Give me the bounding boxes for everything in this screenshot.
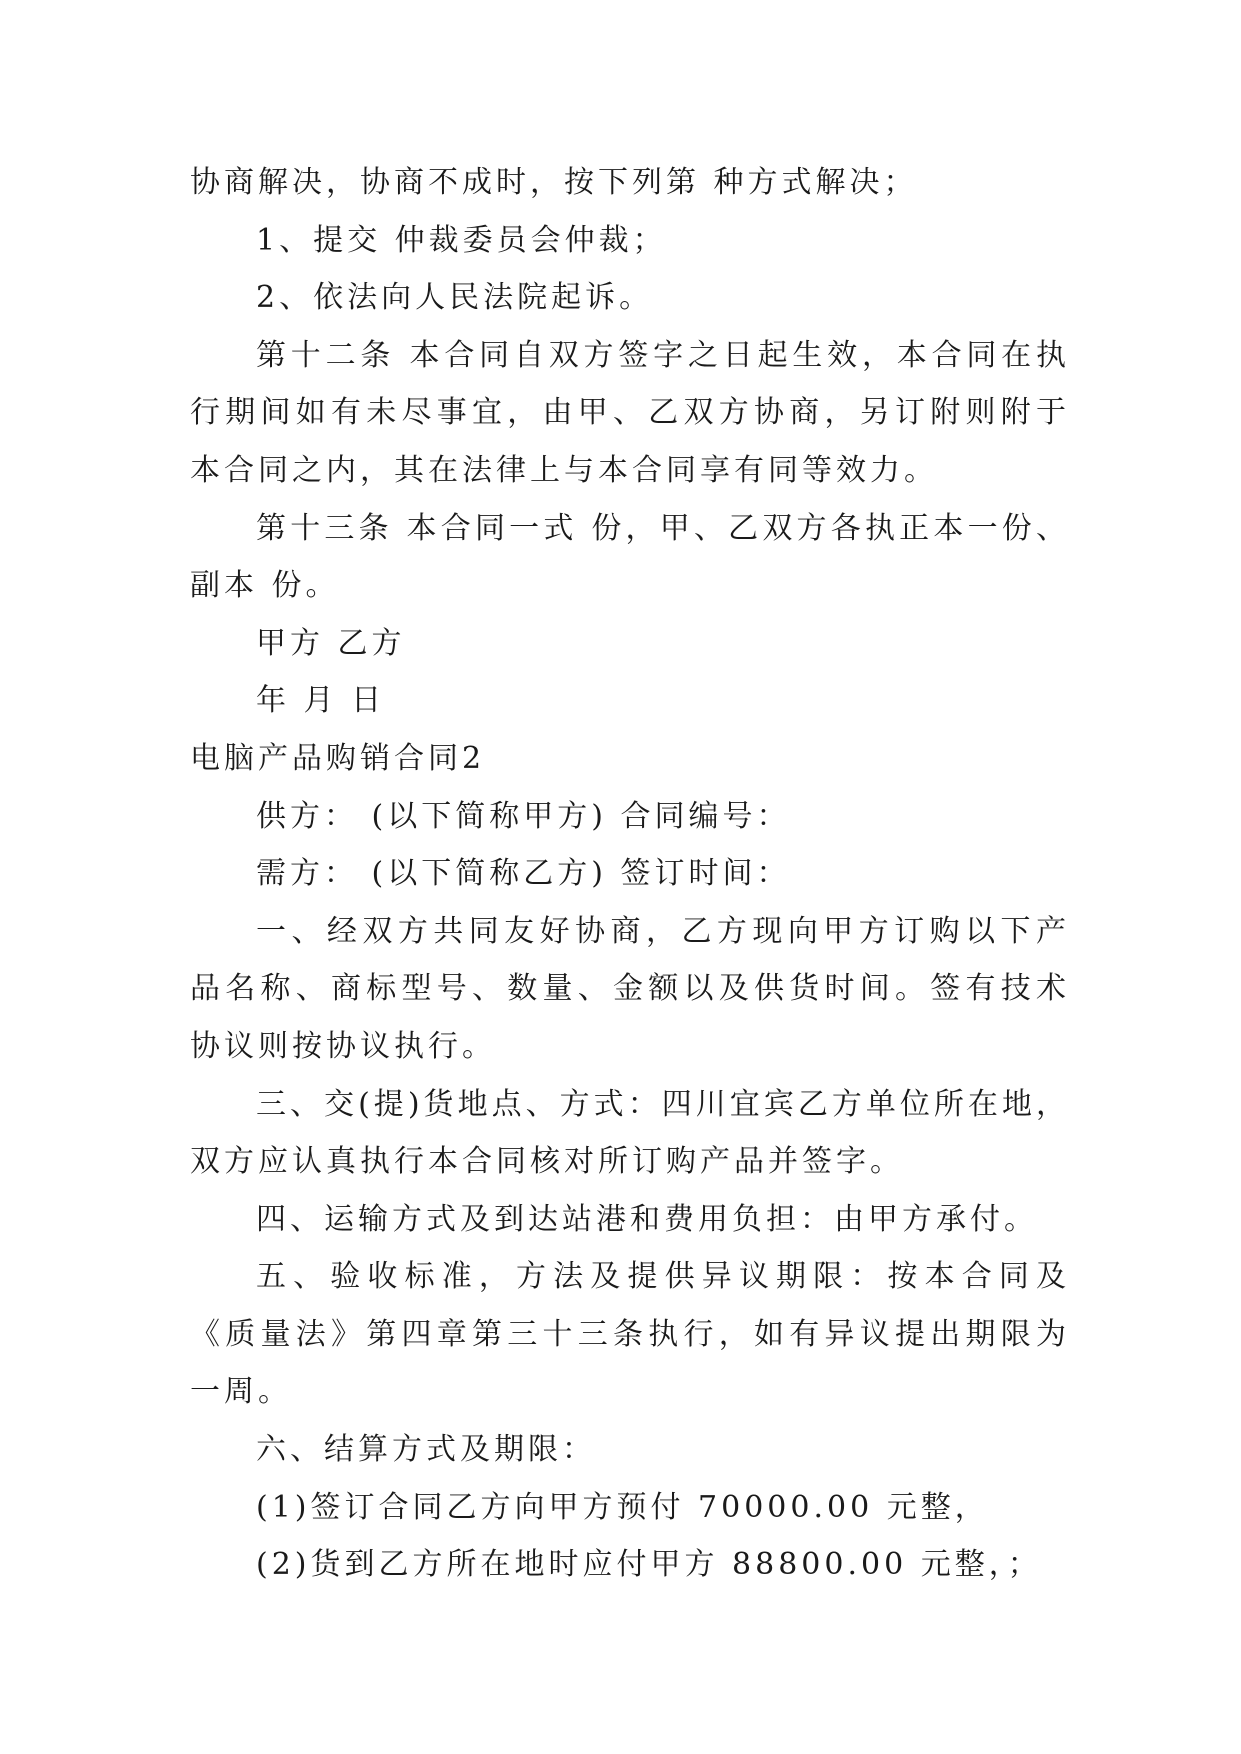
paragraph-parties-signature: 甲方 乙方: [256, 625, 406, 661]
paragraph-dispute-resolution: 协商解决，协商不成时，按下列第 种方式解决；: [190, 165, 918, 200]
paragraph-payment-2: (2)货到乙方所在地时应付甲方 88800.00 元整，；: [256, 1547, 1042, 1583]
paragraph-clause-3: 三、交(提)货地点、方式：四川宜宾乙方单位所在地，双方应认真执行本合同核对所订购产品并签字。: [190, 1086, 1070, 1180]
paragraph-payment-1: (1)签订合同乙方向甲方预付 70000.00 元整，: [256, 1489, 989, 1525]
contract-title: 电脑产品购销合同2: [190, 740, 486, 776]
document-body: [190, 154, 1070, 1594]
paragraph-supplier: 供方： (以下简称甲方) 合同编号：: [256, 798, 791, 834]
paragraph-buyer: 需方： (以下简称乙方) 签订时间：: [256, 856, 791, 892]
paragraph-lawsuit-option: 2、依法向人民法院起诉。: [256, 280, 654, 316]
paragraph-date-line: 年 月 日: [256, 683, 386, 719]
paragraph-clause-4: 四、运输方式及到达站港和费用负担：由甲方承付。: [256, 1201, 1038, 1237]
paragraph-arbitration-option: 1、提交 仲裁委员会仲裁；: [256, 222, 667, 258]
paragraph-article-13: 第十三条 本合同一式 份，甲、乙双方各执正本一份、副本 份。: [190, 510, 1070, 604]
paragraph-clause-5: 五、验收标准，方法及提供异议期限：按本合同及《质量法》第四章第三十三条执行，如有异议提出期限为一周。: [190, 1259, 1070, 1410]
paragraph-article-12: 第十二条 本合同自双方签字之日起生效，本合同在执行期间如有未尽事宜，由甲、乙双方协商，另订附则附于本合同之内，其在法律上与本合同享有同等效力。: [190, 337, 1070, 488]
paragraph-clause-6: 六、结算方式及期限：: [256, 1432, 596, 1468]
paragraph-clause-1: 一、经双方共同友好协商，乙方现向甲方订购以下产品名称、商标型号、数量、金额以及供货时间。签有技术协议则按协议执行。: [190, 913, 1070, 1064]
